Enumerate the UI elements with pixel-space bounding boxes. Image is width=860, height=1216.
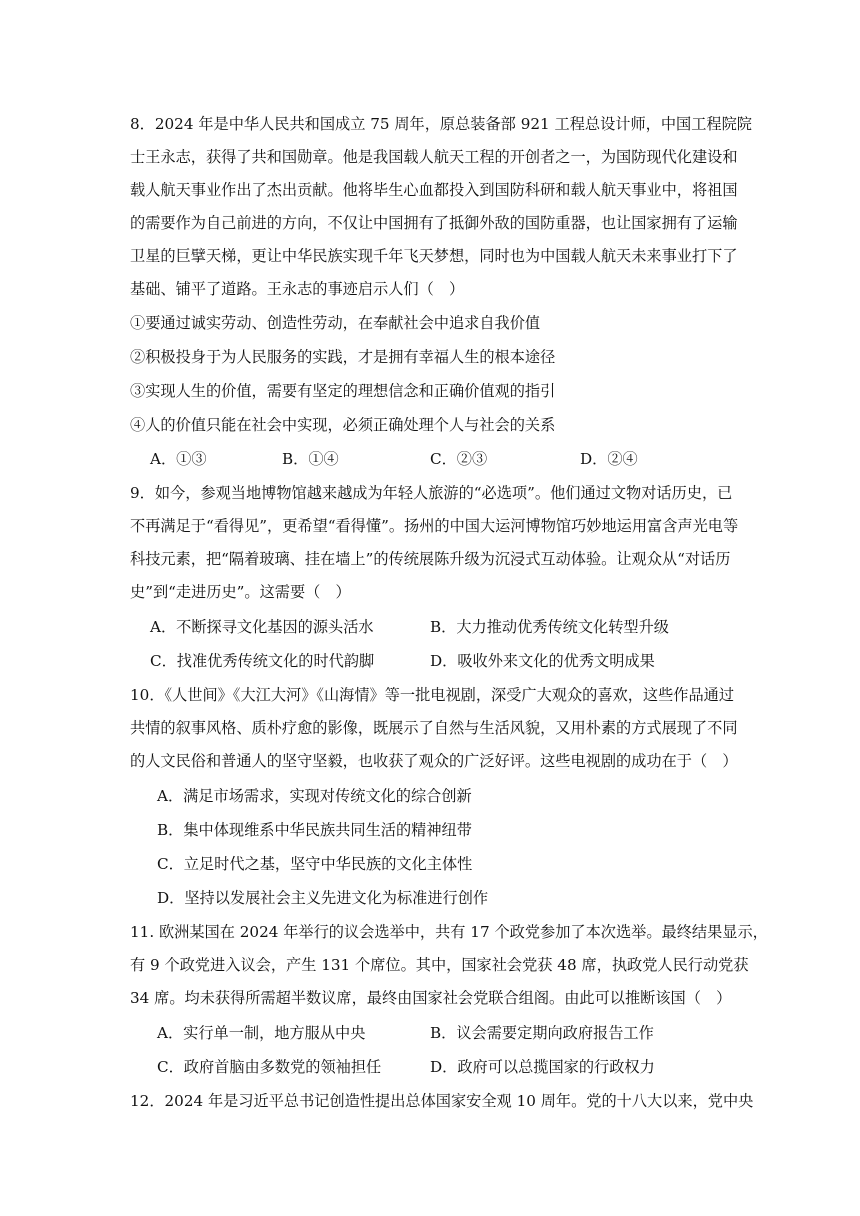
q8-option-b: B．①④ <box>282 450 339 468</box>
q9-line-1: 9．如今，参观当地博物馆越来越成为年轻人旅游的“必选项”。他们通过文物对话历史，已 <box>130 484 733 502</box>
q9-option-a: A．不断探寻文化基因的源头活水 <box>150 618 374 636</box>
q10-option-a: A．满足市场需求，实现对传统文化的综合创新 <box>157 787 472 805</box>
q8-line-3: 载人航天事业作出了杰出贡献。他将毕生心血都投入到国防科研和载人航天事业中，将祖国 <box>130 181 738 199</box>
q8-statement-1: ①要通过诚实劳动、创造性劳动，在奉献社会中追求自我价值 <box>130 314 541 332</box>
q8-line-2: 士王永志，获得了共和国勋章。他是我国载人航天工程的开创者之一，为国防现代化建设和 <box>130 148 738 166</box>
q8-statement-4: ④人的价值只能在社会中实现，必须正确处理个人与社会的关系 <box>130 416 556 434</box>
q11-option-c: C．政府首脑由多数党的领袖担任 <box>157 1058 382 1076</box>
q8-option-a: A．①③ <box>150 450 207 468</box>
q8-statement-3: ③实现人生的价值，需要有坚定的理想信念和正确价值观的指引 <box>130 382 556 400</box>
q9-line-4: 史”到“走进历史”。这需要（ ） <box>130 583 351 601</box>
q10-option-d: D．坚持以发展社会主义先进文化为标准进行创作 <box>157 889 489 907</box>
q11-option-d: D．政府可以总揽国家的行政权力 <box>430 1058 655 1076</box>
q11-line-1: 11. 欧洲某国在 2024 年举行的议会选举中，共有 17 个政党参加了本次选举。最终结果显示， <box>130 923 768 941</box>
q8-statement-2: ②积极投身于为人民服务的实践，才是拥有幸福人生的根本途径 <box>130 348 556 366</box>
q10-line-3: 的人文民俗和普通人的坚守坚毅，也收获了观众的广泛好评。这些电视剧的成功在于（ ） <box>130 752 738 770</box>
q9-option-b: B．大力推动优秀传统文化转型升级 <box>430 618 669 636</box>
q10-line-1: 10．《人世间》《大江大河》《山海情》等一批电视剧，深受广大观众的喜欢，这些作品通过 <box>130 686 735 704</box>
q10-option-b: B．集中体现维系中华民族共同生活的精神纽带 <box>157 821 472 839</box>
q11-line-3: 34 席。均未获得所需超半数议席，最终由国家社会党联合组阁。由此可以推断该国（ ） <box>130 989 732 1007</box>
q8-line-5: 卫星的巨擘天梯，更让中华民族实现千年飞天梦想，同时也为中国载人航天未来事业打下了 <box>130 247 738 265</box>
q8-line-6: 基础、铺平了道路。王永志的事迹启示人们（ ） <box>130 280 465 298</box>
q11-line-2: 有 9 个政党进入议会，产生 131 个席位。其中，国家社会党获 48 席，执政党人民行动党获 <box>130 956 749 974</box>
q9-option-d: D．吸收外来文化的优秀文明成果 <box>430 652 655 670</box>
q8-line-4: 的需要作为自己前进的方向，不仅让中国拥有了抵御外敌的国防重器，也让国家拥有了运输 <box>130 214 738 232</box>
q10-option-c: C．立足时代之基，坚守中华民族的文化主体性 <box>157 855 473 873</box>
q11-option-a: A．实行单一制，地方服从中央 <box>157 1024 366 1042</box>
q8-option-c: C．②③ <box>430 450 488 468</box>
q8-line-1: 8．2024 年是中华人民共和国成立 75 周年，原总装备部 921 工程总设计师，中国工程院院 <box>130 115 752 133</box>
q8-option-d: D．②④ <box>580 450 638 468</box>
q10-line-2: 共情的叙事风格、质朴疗愈的影像，既展示了自然与生活风貌，又用朴素的方式展现了不同 <box>130 719 738 737</box>
q11-option-b: B．议会需要定期向政府报告工作 <box>430 1024 654 1042</box>
q9-line-3: 科技元素，把“隔着玻璃、挂在墙上”的传统展陈升级为沉浸式互动体验。让观众从“对话历 <box>130 550 731 568</box>
q9-line-2: 不再满足于“看得见”，更希望“看得懂”。扬州的中国大运河博物馆巧妙地运用富含声光电等 <box>130 517 739 535</box>
q12-line-1: 12．2024 年是习近平总书记创造性提出总体国家安全观 10 周年。党的十八大以来，党中央 <box>130 1092 754 1110</box>
q9-option-c: C．找准优秀传统文化的时代韵脚 <box>150 652 375 670</box>
